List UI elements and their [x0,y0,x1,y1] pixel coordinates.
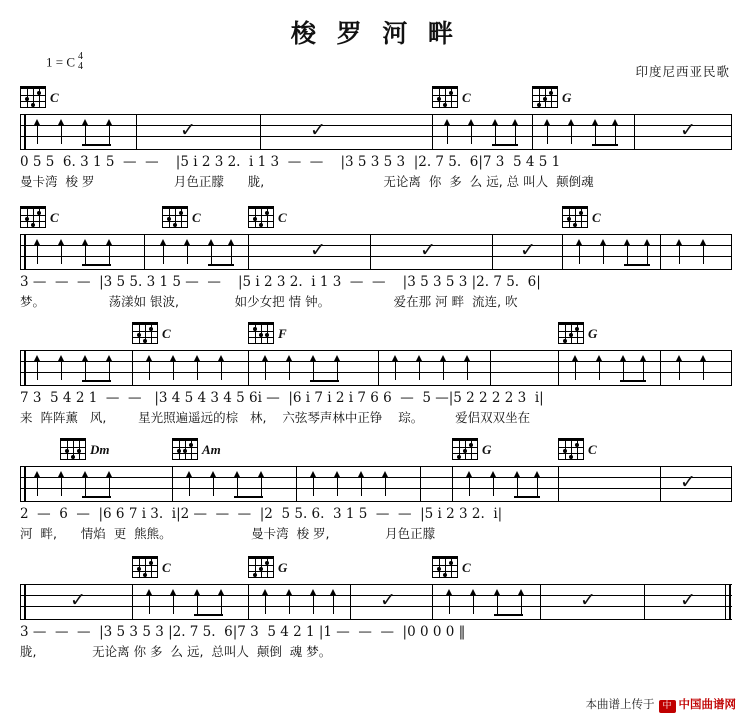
chord-diagram [162,206,201,228]
time-signature-top: 4 [78,51,84,62]
chord-grid [532,86,558,108]
lyrics-line: 梦。 荡漾如 银波, 如少女把 情 钟。 爱在那 河 畔 流连, 吹 [20,294,518,309]
footer-text: 本曲谱上传于 [585,697,655,711]
chord-name: C [162,560,171,575]
chord-grid [248,206,274,228]
lyrics-line: 河 畔, 情焰 更 熊熊。 曼卡湾 梭 罗, 月色正朦 [20,526,436,541]
chord-name: Am [202,442,221,457]
key-signature-text: 1 = C [46,54,76,70]
time-signature [78,52,83,71]
footer-credit [586,696,737,712]
jianpu-numbers: 7 3 5 4 2 1 — — |3 4 5 4 3 4 5 6i — |6 i 7 i 2 i 7 6 6 — 5 —|5 2 2 2 2 3 i| [20,390,544,406]
chord-diagram [558,322,598,344]
chord-name: C [592,210,601,225]
lyrics-line: 来 阵阵薰 风, 星光照遍遥远的棕 林, 六弦琴声林中正铮 琮。 爱侣双双坐在 [20,410,531,425]
footer-brand[interactable]: 中国曲谱网 [678,697,736,711]
chord-grid [20,86,46,108]
jianpu-numbers: 3 — — — |3 5 3 5 3 |2. 7 5. 6|7 3 5 4 2 1 |1 — — — |0 0 0 0 ‖ [20,624,466,640]
chord-grid [172,438,198,460]
chord-name: G [278,560,288,575]
staff-line: ✓ [20,466,732,502]
chord-name: C [462,90,471,105]
jianpu-numbers: 0 5 5 6. 3 1 5 — — |5 i 2 3 2. i 1 3 — — |3 5 3 5 3 |2. 7 5. 6|7 3 5 4 5 1 [20,154,561,170]
chord-name: C [588,442,597,457]
lyrics-line: 曼卡湾 梭 罗 月色正朦 胧, 无论离 你 多 么 远, 总 叫人 颠倒魂 [20,174,594,189]
page-title: 梭 罗 河 畔 [290,19,460,48]
chord-grid [132,322,158,344]
site-logo-icon: 中 [659,700,676,713]
chord-grid [432,86,458,108]
chord-diagram [562,206,601,228]
chord-diagram [532,86,572,108]
chord-grid [248,556,274,578]
chord-name: Dm [90,442,110,457]
chord-name: C [50,90,59,105]
staff-line [20,350,732,386]
chord-diagram [20,86,59,108]
chord-grid [60,438,86,460]
chord-name: C [192,210,201,225]
key-signature [46,52,83,71]
chord-name: G [562,90,572,105]
staff-line: ✓ ✓ ✓ [20,234,732,270]
chord-grid [452,438,478,460]
jianpu-numbers: 3 — — — |3 5 5. 3 1 5 — — |5 i 2 3 2. i 1 3 — — |3 5 3 5 3 |2. 7 5. 6| [20,274,541,290]
chord-diagram [132,322,171,344]
chord-diagram [452,438,492,460]
lyrics-line: 胧, 无论离 你 多 么 远, 总叫人 颠倒 魂 梦。 [20,644,332,659]
chord-diagram [432,556,471,578]
chord-name: G [482,442,492,457]
time-signature-bottom: 4 [78,60,84,72]
chord-name: C [278,210,287,225]
chord-diagram [558,438,597,460]
chord-grid [162,206,188,228]
chord-diagram [248,206,287,228]
chord-grid [562,206,588,228]
chord-name: C [462,560,471,575]
chord-diagram [432,86,471,108]
chord-grid [20,206,46,228]
chord-grid [248,322,274,344]
chord-grid [432,556,458,578]
composer-credit: 印度尼西亚民歌 [635,64,730,79]
chord-diagram [248,556,288,578]
chord-grid [558,322,584,344]
staff-line: ✓ ✓ ✓ [20,114,732,150]
chord-name: F [278,326,287,341]
chord-diagram [132,556,171,578]
chord-name: C [162,326,171,341]
staff-line: ✓ ✓ ✓ ✓ [20,584,732,620]
chord-name: G [588,326,598,341]
chord-grid [558,438,584,460]
chord-name: C [50,210,59,225]
chord-grid [132,556,158,578]
jianpu-numbers: 2 — 6 — |6 6 7 i 3. i|2 — — — |2 5 5. 6. 3 1 5 — — |5 i 2 3 2. i| [20,506,503,522]
chord-diagram [248,322,287,344]
chord-diagram [172,438,221,460]
chord-diagram [60,438,110,460]
chord-diagram [20,206,59,228]
